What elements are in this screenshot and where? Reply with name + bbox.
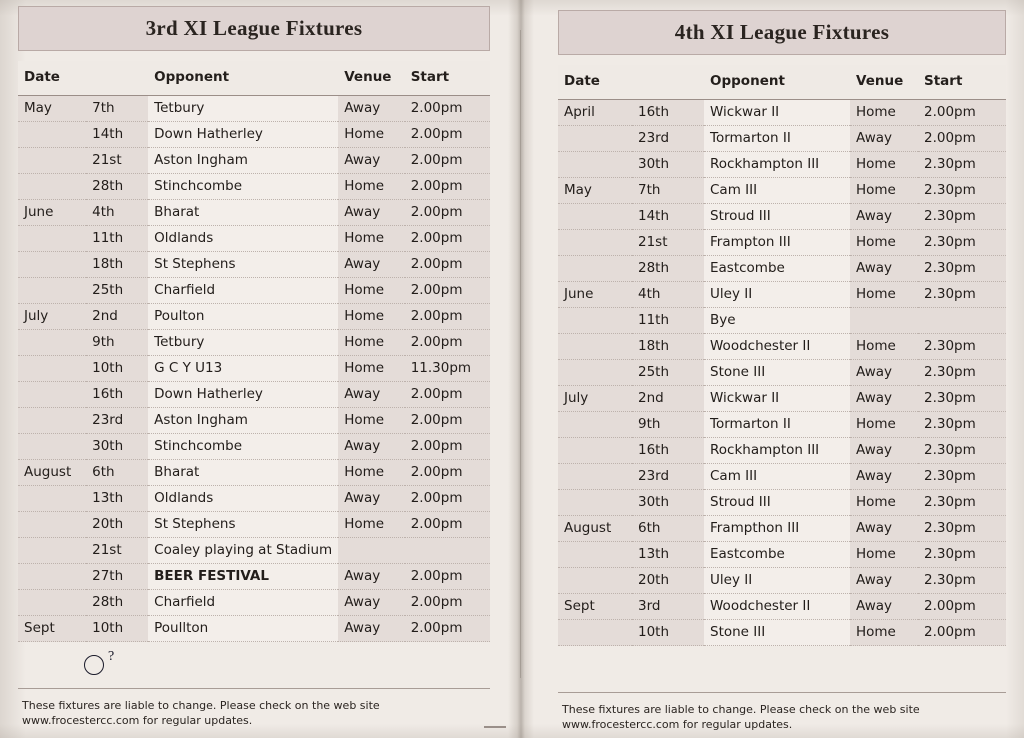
fixture-month [18,486,86,512]
fixture-start: 2.00pm [405,564,490,590]
fixture-month: May [558,178,632,204]
table-row [18,382,490,408]
fixture-opponent: Down Hatherley [148,122,338,148]
fixture-month: July [18,304,86,330]
fixture-opponent: Tetbury [148,96,338,122]
fixture-month [18,122,86,148]
fixture-month [558,230,632,256]
fixture-start: 2.30pm [918,542,1006,568]
fixture-day: 28th [632,256,704,282]
fixture-day: 20th [86,512,148,538]
table-row [18,330,490,356]
fixture-venue: Away [338,434,404,460]
fixture-day: 28th [86,590,148,616]
left-col-header-date: Date [18,61,148,96]
fixture-opponent: Stone III [704,620,850,646]
fixture-opponent: Tormarton II [704,126,850,152]
fixture-opponent: Poulton [148,304,338,330]
table-row [558,412,1006,438]
fixture-day: 9th [86,330,148,356]
page-edge-mark [484,726,506,728]
left-footnote [22,699,490,729]
right-fixtures-table-wrap [558,65,1006,646]
fixture-venue: Home [338,174,404,200]
fixture-venue: Away [338,382,404,408]
fixture-start [405,538,490,564]
table-row [18,512,490,538]
fixture-month [18,590,86,616]
fixture-opponent: Eastcombe [704,256,850,282]
right-page-title: 4th XI League Fixtures [558,10,1006,55]
fixture-month: June [18,200,86,226]
fixture-month: Sept [18,616,86,642]
fixture-day: 27th [86,564,148,590]
fixture-opponent: Frampton III [704,230,850,256]
fixture-day: 16th [632,438,704,464]
fixture-venue: Away [338,486,404,512]
fixture-opponent: Rockhampton III [704,152,850,178]
fixture-start: 2.00pm [405,226,490,252]
fixture-venue: Away [850,126,918,152]
fixture-venue: Home [850,100,918,126]
fixture-opponent: Cam III [704,464,850,490]
fixture-day: 7th [86,96,148,122]
fixture-venue: Home [850,230,918,256]
fixture-day: 25th [632,360,704,386]
fixture-opponent: Tetbury [148,330,338,356]
table-row [558,360,1006,386]
fixture-opponent: St Stephens [148,512,338,538]
fixture-venue: Away [850,438,918,464]
fixture-opponent: Frampthon III [704,516,850,542]
fixture-start: 2.30pm [918,282,1006,308]
right-col-header-date: Date [558,65,704,100]
fixture-day: 18th [632,334,704,360]
fixture-day: 14th [632,204,704,230]
fixture-day: 28th [86,174,148,200]
fixture-venue: Away [338,616,404,642]
fixture-venue [850,308,918,334]
table-row [558,126,1006,152]
fixture-start: 2.00pm [405,408,490,434]
fixture-day: 21st [632,230,704,256]
fixture-start: 2.00pm [405,278,490,304]
fixture-opponent: Bharat [148,200,338,226]
fixture-start: 2.00pm [405,616,490,642]
left-bottom-spacer [0,642,508,682]
fixture-day: 30th [86,434,148,460]
table-row [558,568,1006,594]
fixture-day: 10th [86,616,148,642]
fixture-venue: Home [338,460,404,486]
fixture-month [18,564,86,590]
right-fixtures-table [558,65,1006,646]
fixture-month [558,256,632,282]
fixture-start: 2.00pm [405,330,490,356]
fixture-venue: Away [338,96,404,122]
table-row [558,594,1006,620]
left-footnote-divider [18,688,490,689]
fixture-month [558,126,632,152]
fixture-venue: Home [338,356,404,382]
fixture-start: 2.30pm [918,178,1006,204]
right-table-header-row [558,65,1006,100]
fixture-opponent: Coaley playing at Stadium [148,538,338,564]
fixture-day: 30th [632,490,704,516]
fixture-venue: Away [338,148,404,174]
fixture-venue: Home [850,620,918,646]
fixture-venue: Away [338,200,404,226]
fixture-opponent: Charfield [148,590,338,616]
right-fixtures-body [558,100,1006,646]
fixture-start: 2.00pm [405,174,490,200]
fixture-month [558,412,632,438]
table-row [558,516,1006,542]
fixture-opponent: Bye [704,308,850,334]
fixture-day: 23rd [632,126,704,152]
fixture-venue: Home [850,542,918,568]
fixture-start: 2.30pm [918,152,1006,178]
fixture-opponent: Stroud III [704,204,850,230]
fixture-opponent: Stinchcombe [148,434,338,460]
fixture-start: 2.30pm [918,204,1006,230]
fixture-venue: Away [850,204,918,230]
right-footnote-divider [558,692,1006,693]
fixture-month [558,542,632,568]
right-col-header-start: Start [918,65,1006,100]
fixture-start [918,308,1006,334]
left-col-header-start: Start [405,61,490,96]
table-row [18,122,490,148]
fixture-month: July [558,386,632,412]
table-row [558,100,1006,126]
fixture-start: 2.00pm [405,252,490,278]
fixture-start: 2.00pm [405,304,490,330]
fixture-month: June [558,282,632,308]
left-fixtures-table-wrap [18,61,490,664]
fixture-day: 6th [632,516,704,542]
fixture-venue: Home [850,334,918,360]
fixture-month [558,204,632,230]
fixture-month [558,620,632,646]
fixture-day: 4th [86,200,148,226]
left-footnote-line-2: www.frocestercc.com for regular updates. [22,713,253,727]
left-page-title: 3rd XI League Fixtures [18,6,490,51]
fixture-venue [338,538,404,564]
fixture-day: 6th [86,460,148,486]
fixture-start: 2.30pm [918,412,1006,438]
fixture-start: 11.30pm [405,356,490,382]
fixture-start: 2.00pm [405,486,490,512]
fixture-month [558,334,632,360]
fixture-month [18,512,86,538]
fixture-venue: Away [338,252,404,278]
table-row [558,334,1006,360]
table-row [18,148,490,174]
fixture-day: 16th [632,100,704,126]
fixture-opponent: Woodchester II [704,334,850,360]
fixture-start: 2.00pm [405,96,490,122]
fixture-day: 11th [86,226,148,252]
fixture-opponent: G C Y U13 [148,356,338,382]
fixture-venue: Home [338,122,404,148]
fixture-start: 2.30pm [918,490,1006,516]
right-col-header-venue: Venue [850,65,918,100]
fixture-venue: Away [850,256,918,282]
table-row [558,204,1006,230]
table-row [18,200,490,226]
fixture-venue: Home [850,412,918,438]
table-row [558,386,1006,412]
fixture-opponent: Aston Ingham [148,148,338,174]
fixture-start: 2.00pm [918,620,1006,646]
fixture-start: 2.00pm [405,512,490,538]
right-footnote-line-2: www.frocestercc.com for regular updates. [562,717,793,731]
fixture-start: 2.00pm [405,590,490,616]
fixture-day: 4th [632,282,704,308]
fixture-opponent: Tormarton II [704,412,850,438]
fixture-day: 25th [86,278,148,304]
fixture-day: 11th [632,308,704,334]
table-row [558,230,1006,256]
fixture-day: 9th [632,412,704,438]
table-row [18,408,490,434]
fixture-day: 20th [632,568,704,594]
left-fixtures-body [18,96,490,642]
fixture-start: 2.00pm [405,122,490,148]
fixture-month [18,434,86,460]
fixture-start: 2.30pm [918,386,1006,412]
table-row [558,308,1006,334]
table-row [18,590,490,616]
fixture-month [18,252,86,278]
table-row [18,96,490,122]
fixture-start: 2.00pm [918,126,1006,152]
fixture-start: 2.00pm [405,382,490,408]
fixture-start: 2.30pm [918,438,1006,464]
table-row [558,152,1006,178]
table-row [558,178,1006,204]
fixture-day: 23rd [632,464,704,490]
fixture-opponent: Eastcombe [704,542,850,568]
table-row [558,464,1006,490]
fixture-month [18,174,86,200]
fixture-venue: Away [850,360,918,386]
fixture-month [558,568,632,594]
table-row [558,620,1006,646]
fixture-venue: Home [850,178,918,204]
fixture-venue: Home [338,512,404,538]
left-footnote-line-1: These fixtures are liable to change. Please check on the web site [22,699,380,712]
fixture-opponent: BEER FESTIVAL [148,564,338,590]
fixture-start: 2.00pm [405,200,490,226]
fixture-month [558,308,632,334]
fixture-opponent: Oldlands [148,226,338,252]
fixture-venue: Home [338,304,404,330]
table-row [558,256,1006,282]
fixture-start: 2.30pm [918,256,1006,282]
table-row [558,438,1006,464]
left-col-header-venue: Venue [338,61,404,96]
right-page [534,0,1024,738]
fixture-start: 2.30pm [918,360,1006,386]
fixture-opponent: Charfield [148,278,338,304]
fixture-month [18,278,86,304]
fixture-start: 2.30pm [918,568,1006,594]
fixture-month [18,408,86,434]
fixture-month [558,360,632,386]
fixture-day: 21st [86,148,148,174]
table-row [18,616,490,642]
table-row [558,542,1006,568]
fixture-month [558,464,632,490]
fixture-venue: Away [850,386,918,412]
fixture-start: 2.00pm [405,434,490,460]
left-table-header-row [18,61,490,96]
fixture-day: 21st [86,538,148,564]
right-footnote [562,703,1006,733]
right-bottom-spacer [534,646,1024,686]
book-spine-line [520,30,521,678]
fixture-venue: Home [338,278,404,304]
fixture-opponent: Stroud III [704,490,850,516]
fixture-month [18,356,86,382]
fixture-start: 2.30pm [918,464,1006,490]
fixture-opponent: Wickwar II [704,100,850,126]
fixture-start: 2.00pm [405,460,490,486]
left-fixtures-table [18,61,490,642]
fixture-opponent: Stone III [704,360,850,386]
fixture-day: 14th [86,122,148,148]
fixture-month: Sept [558,594,632,620]
right-col-header-opponent: Opponent [704,65,850,100]
table-row [18,174,490,200]
fixture-day: 10th [632,620,704,646]
fixture-start: 2.00pm [918,594,1006,620]
table-row [18,356,490,382]
fixture-day: 2nd [632,386,704,412]
fixture-day: 3rd [632,594,704,620]
right-footnote-line-1: These fixtures are liable to change. Please check on the web site [562,703,920,716]
fixture-month [18,382,86,408]
fixture-start: 2.00pm [405,148,490,174]
fixture-start: 2.30pm [918,230,1006,256]
fixture-venue: Away [850,464,918,490]
fixture-venue: Away [850,568,918,594]
fixture-opponent: St Stephens [148,252,338,278]
fixture-opponent: Aston Ingham [148,408,338,434]
fixture-start: 2.00pm [918,100,1006,126]
book-spine [508,0,534,738]
fixture-opponent: Bharat [148,460,338,486]
table-row [18,486,490,512]
fixture-month: August [558,516,632,542]
left-col-header-opponent: Opponent [148,61,338,96]
fixture-day: 7th [632,178,704,204]
table-row [18,564,490,590]
fixture-opponent: Stinchcombe [148,174,338,200]
fixture-venue: Home [338,330,404,356]
fixture-month [558,152,632,178]
fixture-opponent: Poullton [148,616,338,642]
fixture-day: 30th [632,152,704,178]
table-row [18,538,490,564]
fixture-day: 16th [86,382,148,408]
fixture-venue: Home [338,408,404,434]
table-row [558,282,1006,308]
fixture-venue: Away [850,594,918,620]
table-row [558,490,1006,516]
left-page [0,0,508,738]
table-row [18,226,490,252]
fixture-venue: Home [338,226,404,252]
fixture-venue: Away [850,516,918,542]
fixture-venue: Away [338,590,404,616]
fixture-venue: Home [850,152,918,178]
fixture-venue: Home [850,282,918,308]
fixture-day: 23rd [86,408,148,434]
table-row [18,434,490,460]
fixture-venue: Away [338,564,404,590]
fixture-start: 2.30pm [918,334,1006,360]
fixture-month [18,330,86,356]
table-row [18,304,490,330]
fixture-day: 13th [86,486,148,512]
fixture-month: May [18,96,86,122]
fixture-opponent: Woodchester II [704,594,850,620]
fixture-day: 18th [86,252,148,278]
fixture-month [18,148,86,174]
fixture-opponent: Cam III [704,178,850,204]
fixture-start: 2.30pm [918,516,1006,542]
fixture-month [558,438,632,464]
fixture-opponent: Rockhampton III [704,438,850,464]
handwritten-question-mark: ? [108,649,115,664]
fixture-day: 10th [86,356,148,382]
fixture-month: August [18,460,86,486]
table-row [18,460,490,486]
fixture-venue: Home [850,490,918,516]
fixture-day: 2nd [86,304,148,330]
fixture-opponent: Uley II [704,568,850,594]
fixture-day: 13th [632,542,704,568]
fixture-opponent: Down Hatherley [148,382,338,408]
table-row [18,252,490,278]
fixture-opponent: Wickwar II [704,386,850,412]
fixture-opponent: Uley II [704,282,850,308]
fixture-month [558,490,632,516]
fixture-month [18,538,86,564]
fixture-month [18,226,86,252]
fixture-opponent: Oldlands [148,486,338,512]
fixture-month: April [558,100,632,126]
table-row [18,278,490,304]
